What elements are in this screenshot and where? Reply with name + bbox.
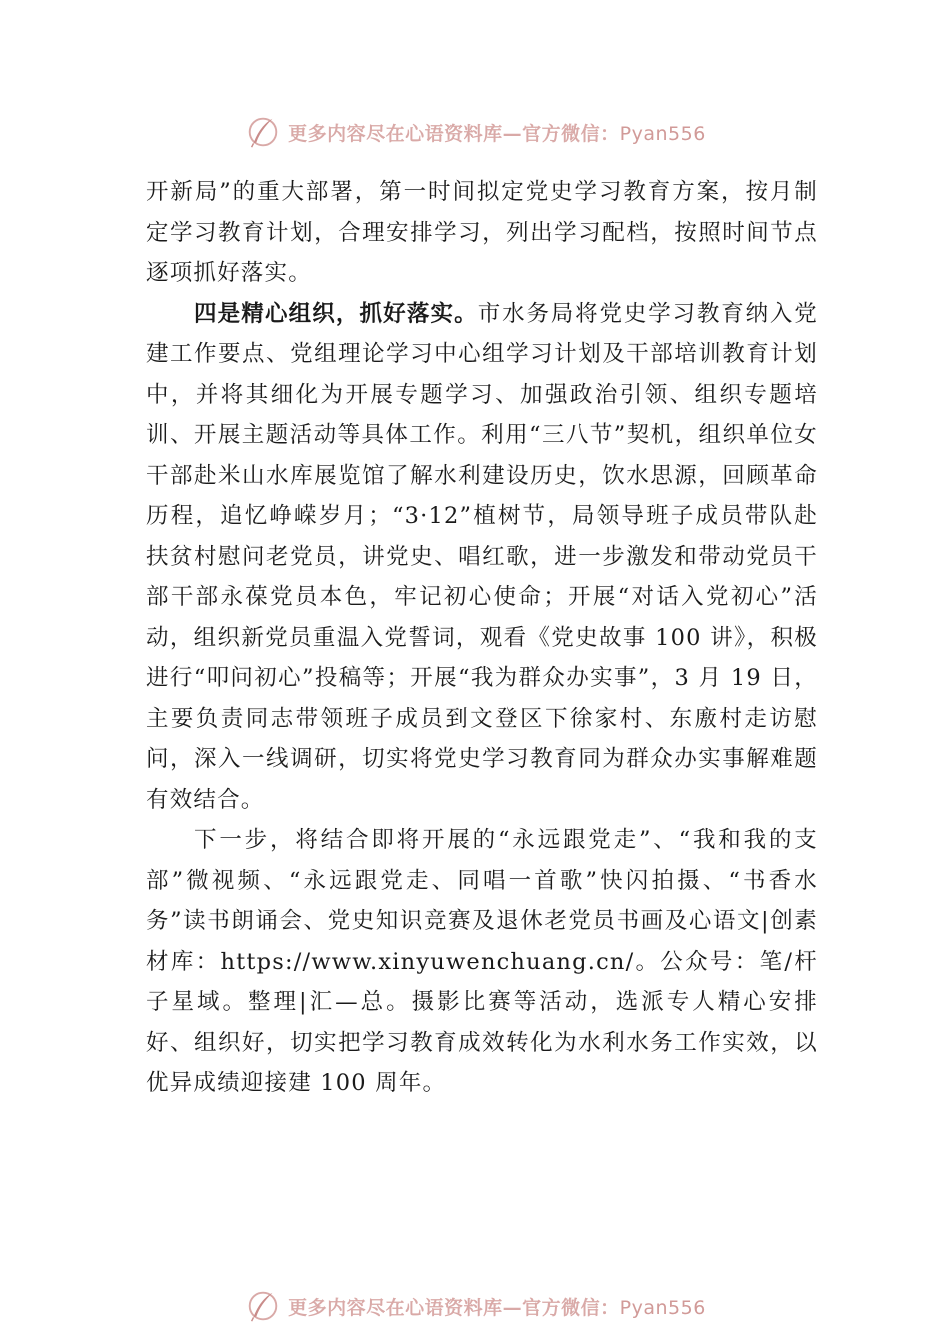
paragraph-1 bbox=[146, 172, 818, 294]
quill-logo-icon bbox=[244, 113, 282, 151]
paragraph-lead-heading: 四是精心组织，抓好落实。 bbox=[194, 300, 478, 327]
paragraph-2 bbox=[146, 294, 818, 821]
header-watermark bbox=[0, 113, 950, 151]
paragraph-text: 下一步，将结合即将开展的“永远跟党走”、“我和我的支部”微视频、“永远跟党走、同唱一首歌”快闪拍摄、“书香水务”读书朗诵会、党史知识竞赛及退休老党员书画及心语文|创素材库：https://www.xinyuwenchuang.cn/。公众号：笔/杆子星域。整理|汇—总。摄影比赛等活动，选派专人精心安排好、组织好，切实把学习教育成效转化为水利水务工作实效，以优异成绩迎接建 100 周年。 bbox=[146, 827, 818, 1096]
watermark-text: 更多内容尽在心语资料库—官方微信：Pyan556 bbox=[288, 122, 706, 145]
watermark-text: 更多内容尽在心语资料库—官方微信：Pyan556 bbox=[288, 1296, 706, 1319]
quill-logo-icon bbox=[244, 1287, 282, 1325]
document-body bbox=[146, 172, 818, 1104]
footer-watermark bbox=[0, 1287, 950, 1325]
paragraph-text: 市水务局将党史学习教育纳入党建工作要点、党组理论学习中心组学习计划及干部培训教育计划中，并将其细化为开展专题学习、加强政治引领、组织专题培训、开展主题活动等具体工作。利用“三八节”契机，组织单位女干部赴米山水库展览馆了解水利建设历史，饮水思源，回顾革命历程，追忆峥嵘岁月；“3·12”植树节，局领导班子成员带队赴扶贫村慰问老党员，讲党史、唱红歌，进一步激发和带动党员干部干部永葆党员本色，牢记初心使命；开展“对话入党初心”活动，组织新党员重温入党誓词，观看《党史故事 100 讲》，积极进行“叩问初心”投稿等；开展“我为群众办实事”，3 月 19 日，主要负责同志带领班子成员到文登区下徐家村、东廒村走访慰问，深入一线调研，切实将党史学习教育同为群众办实事解难题有效结合。 bbox=[146, 300, 818, 813]
paragraph-3 bbox=[146, 820, 818, 1104]
paragraph-text: 开新局”的重大部署，第一时间拟定党史学习教育方案，按月制定学习教育计划，合理安排学习，列出学习配档，按照时间节点逐项抓好落实。 bbox=[146, 179, 818, 286]
